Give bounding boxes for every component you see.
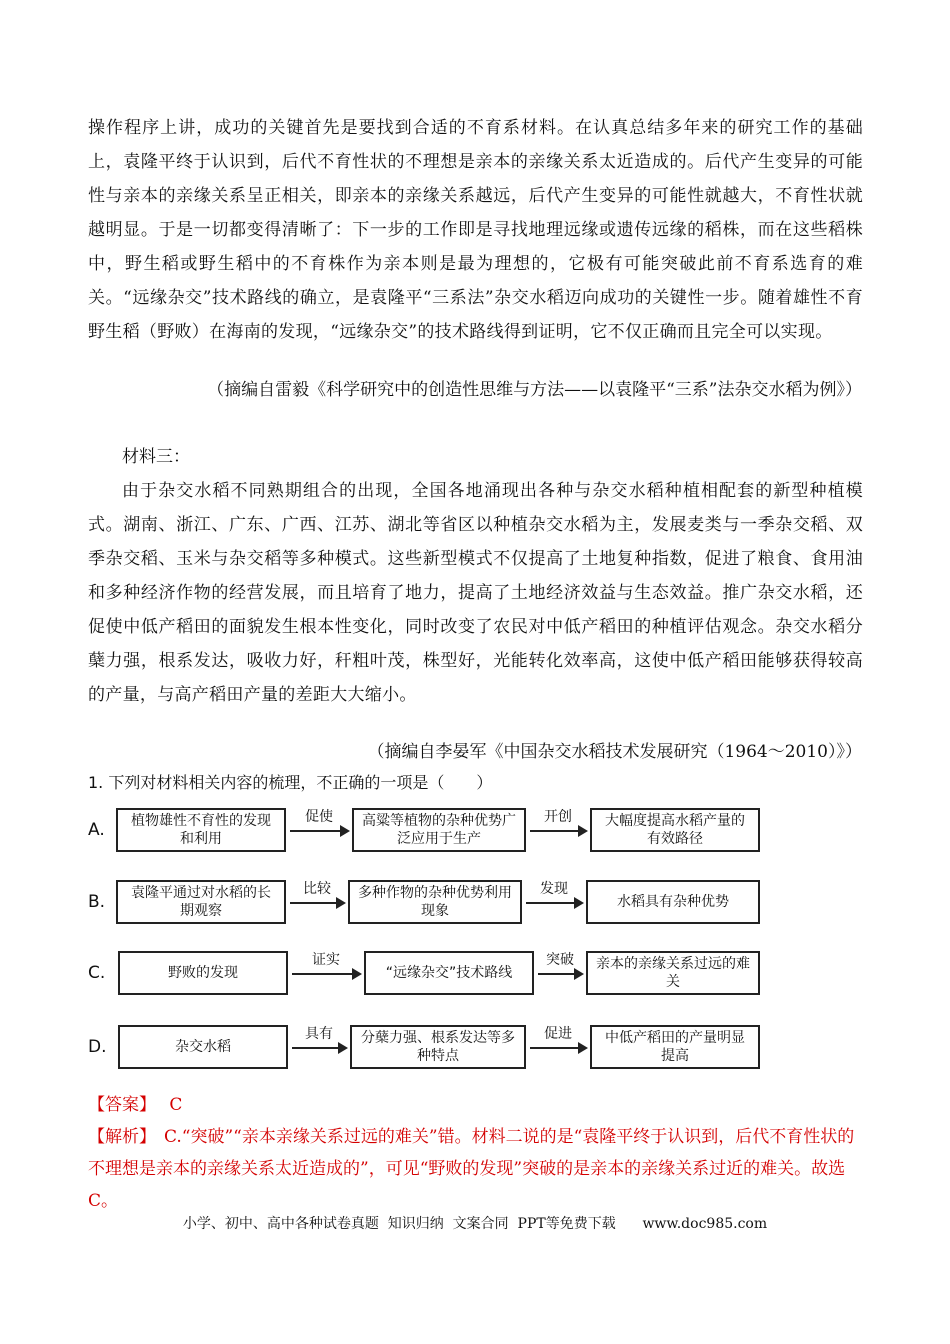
flow-box: 袁隆平通过对水稻的长期观察: [116, 880, 286, 924]
answer-label: 【答案】: [88, 1095, 156, 1115]
arrow-label: 具有: [305, 1026, 333, 1042]
arrow-line: [290, 830, 342, 832]
flow-box: 杂交水稻: [118, 1025, 288, 1069]
analysis-label: 【解析】: [88, 1127, 156, 1147]
arrow-label: 比较: [303, 881, 331, 897]
option-a-row[interactable]: [88, 808, 788, 858]
material2-citation: （摘编自雷毅《科学研究中的创造性思维与方法——以袁隆平“三系”法杂交水稻为例》）: [207, 380, 862, 400]
flow-box: 亲本的亲缘关系过远的难关: [586, 951, 760, 995]
material3-paragraph: 由于杂交水稻不同熟期组合的出现，全国各地涌现出各种与杂交水稻种植相配套的新型种植模式。湖南、浙江、广东、广西、江苏、湖北等省区以种植杂交水稻为主，发展麦类与一季杂交稻、双季杂交稻、玉米与杂交稻等多种模式。这些新型模式不仅提高了土地复种指数，促进了粮食、食用油和多种经济作物的经营发展，而且培育了地力，提高了土地经济效益与生态效益。推广杂交水稻，还促使中低产稻田的面貌发生根本性变化，同时改变了农民对中低产稻田的种植评估观念。杂交水稻分蘖力强，根系发达，吸收力好，秆粗叶茂，株型好，光能转化效率高，这使中低产稻田能够获得较高的产量，与高产稻田产量的差距大大缩小。: [88, 481, 863, 705]
flow-arrow: [524, 880, 584, 924]
flow-arrow: [528, 808, 588, 852]
analysis-text: C.“突破”“亲本亲缘关系过远的难关”错。材料二说的是“袁隆平终于认识到，后代不育性状的不理想是亲本的亲缘关系太近造成的”，可见“野败的发现”突破的是亲本的亲缘关系过近的难关。故选C。: [88, 1127, 855, 1211]
arrow-head-icon: [574, 968, 584, 980]
option-d-row[interactable]: [88, 1025, 788, 1075]
analysis-block: [88, 1121, 868, 1217]
arrow-head-icon: [340, 825, 350, 837]
flow-arrow: [288, 880, 346, 924]
material3-citation: （摘编自李晏军《中国杂交水稻技术发展研究（1964～2010）》）: [367, 742, 862, 762]
flow-box: 分蘖力强、根系发达等多种特点: [350, 1025, 526, 1069]
material2-paragraph: 操作程序上讲，成功的关键首先是要找到合适的不育系材料。在认真总结多年来的研究工作的基础上，袁隆平终于认识到，后代不育性状的不理想是亲本的亲缘关系太近造成的。后代产生变异的可能性与亲本的亲缘关系呈正相关，即亲本的亲缘关系越远，后代产生变异的可能性就越大，不育性状就越明显。于是一切都变得清晰了：下一步的工作即是寻找地理远缘或遗传远缘的稻株，而在这些稻株中，野生稻或野生稻中的不育株作为亲本则是最为理想的，它极有可能突破此前不育系选育的难关。“远缘杂交”技术路线的确立，是袁隆平“三系法”杂交水稻迈向成功的关键性一步。随着雄性不育野生稻（野败）在海南的发现，“远缘杂交”的技术路线得到证明，它不仅正确而且完全可以实现。: [88, 118, 863, 342]
option-letter: B.: [88, 892, 106, 912]
answer-line: [88, 1089, 868, 1121]
arrow-label: 促使: [305, 809, 333, 825]
flow-box: 高粱等植物的杂种优势广泛应用于生产: [352, 808, 526, 852]
arrow-line: [290, 902, 338, 904]
answer-value: C: [169, 1095, 183, 1115]
flow-box: 大幅度提高水稻产量的有效路径: [590, 808, 760, 852]
flow-arrow: [288, 808, 350, 852]
material3-heading: 材料三：: [122, 447, 190, 467]
arrow-line: [292, 973, 354, 975]
arrow-head-icon: [574, 897, 584, 909]
arrow-label: 证实: [312, 952, 340, 968]
arrow-head-icon: [578, 1042, 588, 1054]
arrow-head-icon: [352, 968, 362, 980]
flow-arrow: [536, 951, 584, 995]
flow-box: 植物雄性不育性的发现和利用: [116, 808, 286, 852]
arrow-line: [530, 1047, 580, 1049]
flow-box: “远缘杂交”技术路线: [364, 951, 534, 995]
flow-box: 多种作物的杂种优势利用现象: [348, 880, 522, 924]
flow-box: 水稻具有杂种优势: [586, 880, 760, 924]
arrow-label: 突破: [546, 952, 574, 968]
question-text: 1. 下列对材料相关内容的梳理，不正确的一项是（ ）: [88, 773, 493, 792]
flow-box: 野败的发现: [118, 951, 288, 995]
option-b-row[interactable]: [88, 880, 788, 930]
flow-arrow: [528, 1025, 588, 1069]
option-c-row[interactable]: [88, 951, 788, 1001]
arrow-label: 开创: [544, 809, 572, 825]
option-letter: D.: [88, 1037, 107, 1057]
arrow-label: 促进: [544, 1026, 572, 1042]
flow-box: 中低产稻田的产量明显提高: [590, 1025, 760, 1069]
arrow-line: [538, 973, 576, 975]
flow-arrow: [290, 951, 362, 995]
arrow-head-icon: [578, 825, 588, 837]
arrow-head-icon: [336, 897, 346, 909]
option-letter: C.: [88, 963, 106, 983]
arrow-label: 发现: [540, 881, 568, 897]
option-letter: A.: [88, 820, 105, 840]
page-footer: 小学、初中、高中各种试卷真题 知识归纳 文案合同 PPT等免费下载 www.doc985.com: [182, 1216, 768, 1232]
arrow-line: [292, 1047, 340, 1049]
arrow-line: [530, 830, 580, 832]
arrow-line: [526, 902, 576, 904]
flow-arrow: [290, 1025, 348, 1069]
arrow-head-icon: [338, 1042, 348, 1054]
